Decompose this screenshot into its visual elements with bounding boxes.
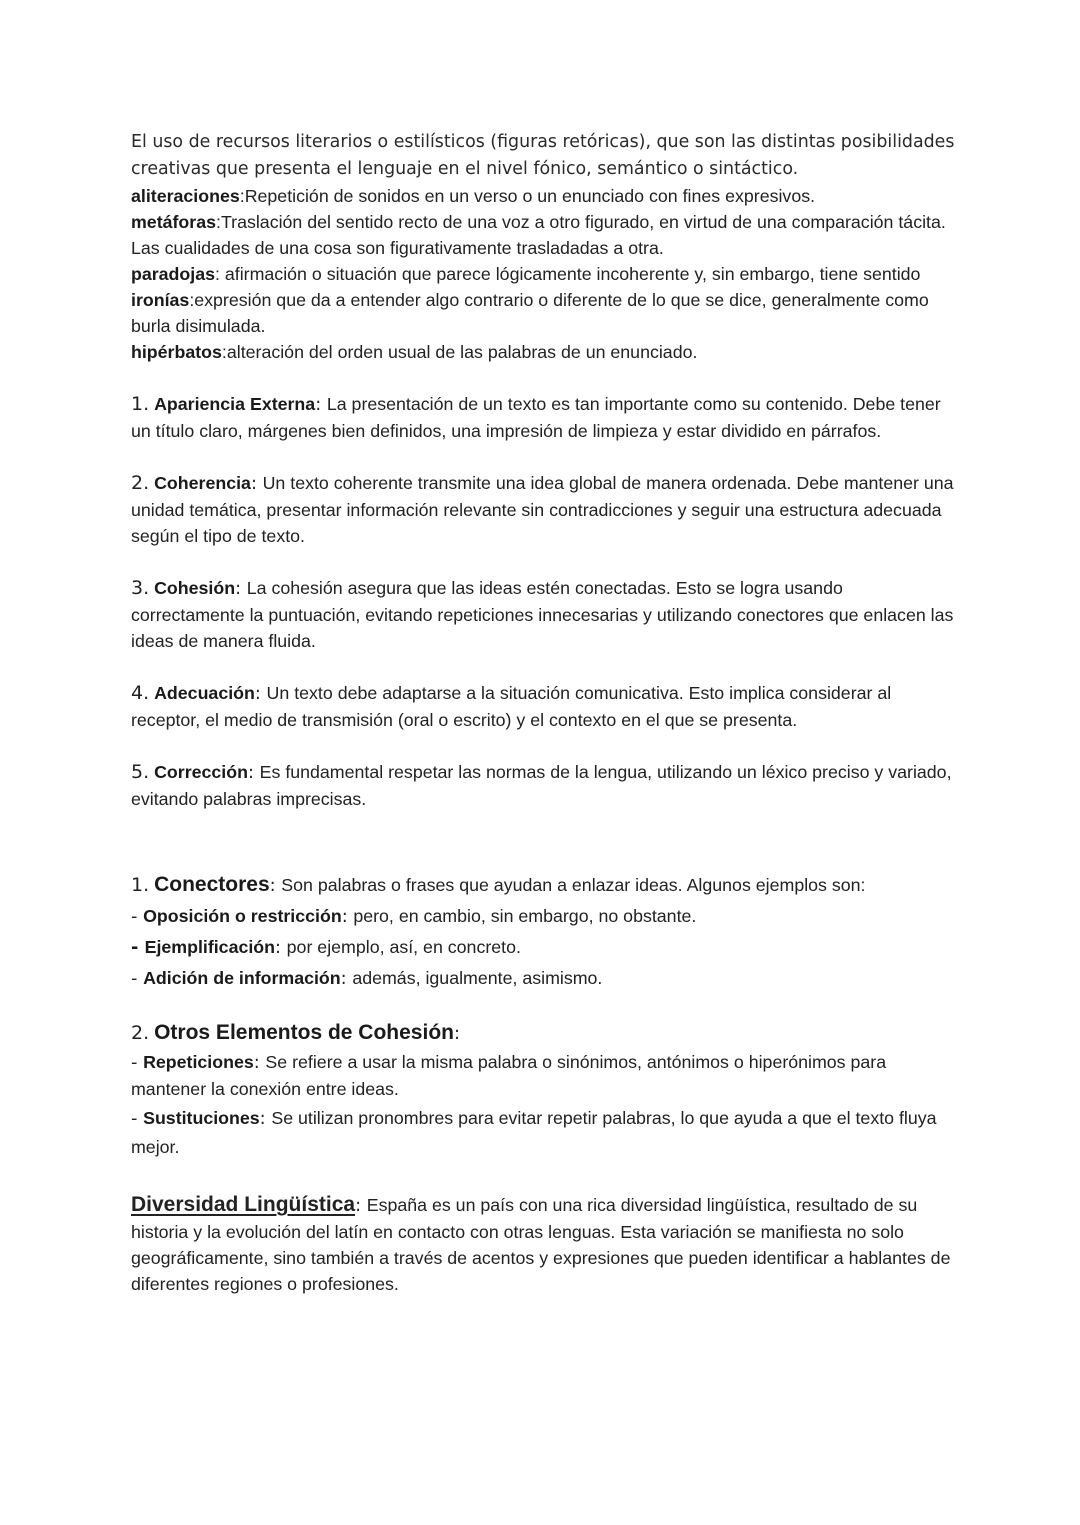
cohesion-item-text: Se refiere a usar la misma palabra o sinónimos, antónimos o hiperónimos para mantener la conexión entre ideas. [131,1052,887,1099]
connector-item: - Oposición o restricción: pero, en cambio, sin embargo, no obstante. [131,906,697,927]
property-item: 4. Adecuación: Un texto debe adaptarse a la situación comunicativa. Esto implica considerar al receptor, el medio de transmisión (oral o escrito) y el contexto en el que se presenta. [131,682,892,730]
figure-term: hipérbatos [131,342,222,362]
figure-definition: paradojas: afirmación o situación que parece lógicamente incoherente y, sin embargo, tiene sentido [131,264,921,284]
property-term: Apariencia Externa [154,394,316,414]
cohesion-item-term: Sustituciones [143,1108,260,1128]
diversity-paragraph: Diversidad Lingüística: España es un país con una rica diversidad lingüística, resultado de su historia y la evolución del latín en contacto con otras lenguas. Esta variación se manifiesta no solo geográficamente, sino también a través de acentos y expresiones que pueden identificar a hablantes de diferentes regiones o profesiones. [131,1193,951,1294]
property-text: Es fundamental respetar las normas de la lengua, utilizando un léxico preciso y variado, evitando palabras imprecisas. [131,762,952,809]
property-text: La presentación de un texto es tan importante como su contenido. Debe tener un título claro, márgenes bien definidos, una impresión de limpieza y estar dividido en párrafos. [131,394,941,441]
connector-term: Oposición o restricción [143,906,342,926]
connector-text: pero, en cambio, sin embargo, no obstante. [353,906,697,926]
figure-text: afirmación o situación que parece lógicamente incoherente y, sin embargo, tiene sentido [224,264,921,284]
cohesion-heading: 2. Otros Elementos de Cohesión: [131,1021,460,1044]
connector-item: - Adición de información: además, igualmente, asimismo. [131,968,603,989]
property-text: Un texto coherente transmite una idea global de manera ordenada. Debe mantener una unidad temática, presentar información relevante sin contradicciones y seguir una estructura adecuada según el tipo de texto. [131,473,954,546]
figure-definition: ironías:expresión que da a entender algo contrario o diferente de lo que se dice, generalmente como burla disimulada. [131,290,929,336]
connector-term: Ejemplificación [144,937,276,957]
connectors-text: Son palabras o frases que ayudan a enlazar ideas. Algunos ejemplos son: [281,875,866,895]
connector-term: Adición de información [143,968,341,988]
diversity-term: Diversidad Lingüística [131,1193,356,1216]
connectors-term: Conectores [154,873,270,896]
figure-term: metáforas [131,212,216,232]
figure-definition: hipérbatos:alteración del orden usual de las palabras de un enunciado. [131,342,698,362]
property-item: 1. Apariencia Externa: La presentación de un texto es tan importante como su contenido. Debe tener un título claro, márgenes bien definidos, una impresión de limpieza y estar dividido en párrafos. [131,393,941,441]
document-page [131,129,961,1297]
cohesion-term: Otros Elementos de Cohesión [154,1021,454,1044]
property-text: La cohesión asegura que las ideas estén conectadas. Esto se logra usando correctamente la puntuación, evitando repeticiones innecesarias y utilizando conectores que enlacen las ideas de manera fluida. [131,578,954,651]
property-term: Coherencia [154,473,251,493]
property-item: 3. Cohesión: La cohesión asegura que las ideas estén conectadas. Esto se logra usando correctamente la puntuación, evitando repeticiones innecesarias y utilizando conectores que enlacen las ideas de manera fluida. [131,577,954,651]
figure-definition: metáforas:Traslación del sentido recto de una voz a otro figurado, en virtud de una comparación tácita. Las cualidades de una cosa son figurativamente trasladadas a otra. [131,212,946,258]
property-term: Corrección [154,762,248,782]
cohesion-item: - Repeticiones: Se refiere a usar la misma palabra o sinónimos, antónimos o hiperónimos para mantener la conexión entre ideas. [131,1052,887,1099]
property-text: Un texto debe adaptarse a la situación comunicativa. Esto implica considerar al receptor, el medio de transmisión (oral o escrito) y el contexto en el que se presenta. [131,683,892,730]
property-term: Adecuación [154,683,255,703]
connector-text: por ejemplo, así, en concreto. [286,937,521,957]
figure-text: expresión que da a entender algo contrario o diferente de lo que se dice, generalmente como burla disimulada. [131,290,929,336]
figure-term: ironías [131,290,190,310]
property-term: Cohesión [154,578,236,598]
figure-text: Traslación del sentido recto de una voz a otro figurado, en virtud de una comparación tácita. Las cualidades de una cosa son figurativamente trasladadas a otra. [131,212,946,258]
figure-text: alteración del orden usual de las palabras de un enunciado. [226,342,698,362]
cohesion-item-text: Se utilizan pronombres para evitar repetir palabras, lo que ayuda a que el texto fluya mejor. [131,1108,937,1157]
cohesion-item-term: Repeticiones [143,1052,254,1072]
cohesion-item: - Sustituciones: Se utilizan pronombres para evitar repetir palabras, lo que ayuda a que el texto fluya mejor. [131,1108,937,1157]
diversity-text: España es un país con una rica diversidad lingüística, resultado de su historia y la evolución del latín en contacto con otras lenguas. Esta variación se manifiesta no solo geográficamente, sino también a través de acentos y expresiones que pueden identificar a hablantes de diferentes regiones o profesiones. [131,1195,951,1294]
figure-text: Repetición de sonidos en un verso o un enunciado con fines expresivos. [244,186,816,206]
property-item: 2. Coherencia: Un texto coherente transmite una idea global de manera ordenada. Debe mantener una unidad temática, presentar información relevante sin contradicciones y seguir una estructura adecuada según el tipo de texto. [131,472,954,546]
connector-text: además, igualmente, asimismo. [352,968,603,988]
figure-definition: aliteraciones:Repetición de sonidos en un verso o un enunciado con fines expresivos. [131,186,816,206]
figure-term: aliteraciones [131,186,240,206]
figure-term: paradojas [131,264,216,284]
connectors-heading: 1. Conectores: Son palabras o frases que ayudan a enlazar ideas. Algunos ejemplos son: [131,873,866,896]
intro-paragraph: El uso de recursos literarios o estilísticos (figuras retóricas), que son las distintas posibilidades creativas que presenta el lenguaje en el nivel fónico, semántico o sintáctico. [131,132,955,179]
property-item: 5. Corrección: Es fundamental respetar las normas de la lengua, utilizando un léxico preciso y variado, evitando palabras imprecisas. [131,761,952,809]
connector-item: - Ejemplificación: por ejemplo, así, en concreto. [131,937,521,958]
